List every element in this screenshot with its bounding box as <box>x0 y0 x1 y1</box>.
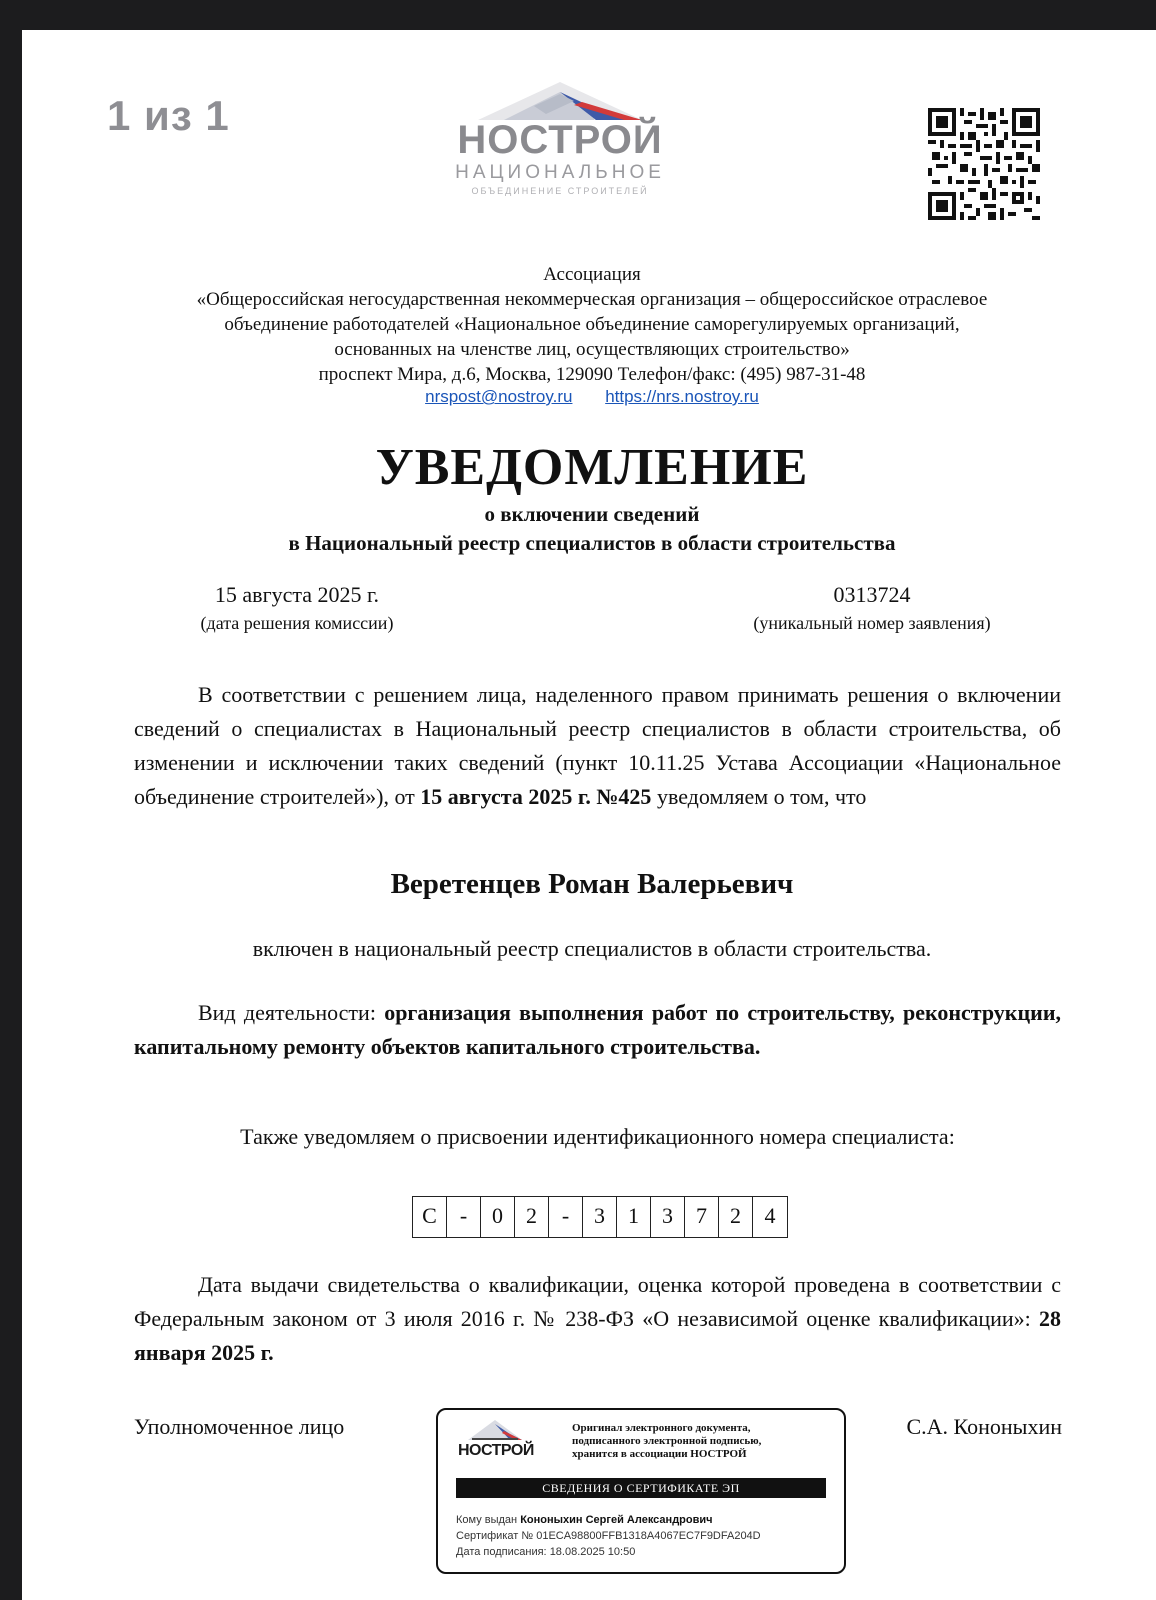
logo-subtitle-small: ОБЪЕДИНЕНИЕ СТРОИТЕЛЕЙ <box>471 186 649 196</box>
org-name-line-1: «Общероссийская негосударственная некоммерческая организация – общероссийское отраслевое <box>196 289 988 310</box>
contact-links <box>92 387 1092 407</box>
certificate-bar: СВЕДЕНИЯ О СЕРТИФИКАТЕ ЭП <box>456 1478 826 1498</box>
activity-value: организация выполнения работ по строительству, реконструкции, капитальному ремонту объектов капитального строительства. <box>134 1000 1062 1059</box>
roof-icon <box>474 80 646 120</box>
id-char: 7 <box>685 1197 719 1237</box>
decision-text: В соответствии с решением лица, наделенного правом принимать решения о включении сведений о специалистах в Национальный реестр специалистов в области строительства, об изменении и исключении таких сведений (пункт 10.11.25 Устава Ассоциации «Национальное объединение строителей»), от <box>134 682 1061 809</box>
issued-to-label: Кому выдан <box>456 1514 518 1526</box>
id-notice: Также уведомляем о присвоении идентификационного номера специалиста: <box>240 1124 955 1149</box>
id-char: С <box>413 1197 447 1237</box>
stamp-logo-text: НОСТРОЙ <box>458 1442 534 1459</box>
id-char: 0 <box>481 1197 515 1237</box>
subtitle-line-1: о включении сведений <box>484 502 700 526</box>
organization-header <box>92 262 1092 387</box>
stamp-note-line-2: подписанного электронной подписью, <box>572 1435 762 1447</box>
id-char: 2 <box>515 1197 549 1237</box>
decision-paragraph <box>134 678 1061 814</box>
certificate-line <box>456 1530 761 1542</box>
id-char: 3 <box>651 1197 685 1237</box>
sign-date-value: 18.08.2025 10:50 <box>549 1546 636 1558</box>
certificate-label: Сертификат № <box>456 1530 534 1542</box>
stamp-logo <box>458 1418 532 1476</box>
document-page <box>22 30 1156 1600</box>
stamp-note-line-3: хранится в ассоциации НОСТРОЙ <box>572 1448 747 1460</box>
qr-code-icon <box>928 108 1040 220</box>
decision-date-caption: (дата решения комиссии) <box>200 613 394 633</box>
org-type: Ассоциация <box>543 264 641 285</box>
id-char: - <box>447 1197 481 1237</box>
subtitle-line-2: в Национальный реестр специалистов в области строительства <box>288 531 896 555</box>
id-char: - <box>549 1197 583 1237</box>
id-char: 1 <box>617 1197 651 1237</box>
stamp-note-line-1: Оригинал электронного документа, <box>572 1422 751 1434</box>
application-number-caption: (уникальный номер заявления) <box>753 613 991 633</box>
document-subtitle <box>92 500 1092 558</box>
page-counter: 1 из 1 <box>107 92 230 139</box>
qualification-paragraph <box>134 1268 1061 1370</box>
sign-date-line <box>456 1546 635 1558</box>
stamp-note <box>572 1422 832 1461</box>
logo-subtitle: НАЦИОНАЛЬНОЕ <box>455 162 665 183</box>
authorized-person-label: Уполномоченное лицо <box>134 1414 345 1439</box>
specialist-name: Веретенцев Роман Валерьевич <box>390 868 794 900</box>
document-title: УВЕДОМЛЕНИЕ <box>375 439 809 496</box>
org-address: проспект Мира, д.6, Москва, 129090 Телефон/факс: (495) 987-31-48 <box>318 364 866 385</box>
id-char: 4 <box>764 1203 776 1228</box>
specialist-id-boxes <box>412 1196 788 1238</box>
issued-to-line <box>456 1514 713 1526</box>
activity-paragraph <box>134 996 1061 1064</box>
logo-name: НОСТРОЙ <box>457 118 663 162</box>
org-name-line-2: объединение работодателей «Национальное объединение саморегулируемых организаций, <box>224 314 960 335</box>
qualification-text: Дата выдачи свидетельства о квалификации, оценка которой проведена в соответствии с Федеральным законом от 3 июля 2016 г. № 238-ФЗ «О независимой оценке квалификации»: <box>134 1272 1061 1331</box>
id-char: 2 <box>719 1197 753 1237</box>
decision-text-end: уведомляем о том, что <box>656 784 867 809</box>
id-char: 3 <box>583 1197 617 1237</box>
qualification-date: 28 января 2025 г. <box>134 1306 1061 1365</box>
website-link[interactable]: https://nrs.nostroy.ru <box>605 387 759 406</box>
decision-number: 15 августа 2025 г. №425 <box>420 784 652 809</box>
e-signature-stamp <box>436 1408 846 1574</box>
issued-to-value: Кононыхин Сергей Александрович <box>520 1514 713 1526</box>
signatory-name: С.А. Кононыхин <box>906 1414 1062 1439</box>
stamp-roof-icon <box>466 1418 524 1440</box>
org-name-line-3: основанных на членстве лиц, осуществляющих строительство» <box>334 339 850 360</box>
sign-date-label: Дата подписания: <box>456 1546 547 1558</box>
viewer-top-bar <box>0 0 1156 30</box>
activity-label: Вид деятельности: <box>198 1000 376 1025</box>
nostroy-logo <box>450 80 670 200</box>
decision-date: 15 августа 2025 г. <box>214 582 380 607</box>
email-link[interactable]: nrspost@nostroy.ru <box>425 387 573 406</box>
application-number: 0313724 <box>833 582 911 607</box>
certificate-value: 01ECA98800FFB1318A4067EC7F9DFA204D <box>536 1530 761 1542</box>
inclusion-statement: включен в национальный реестр специалистов в области строительства. <box>252 936 932 961</box>
